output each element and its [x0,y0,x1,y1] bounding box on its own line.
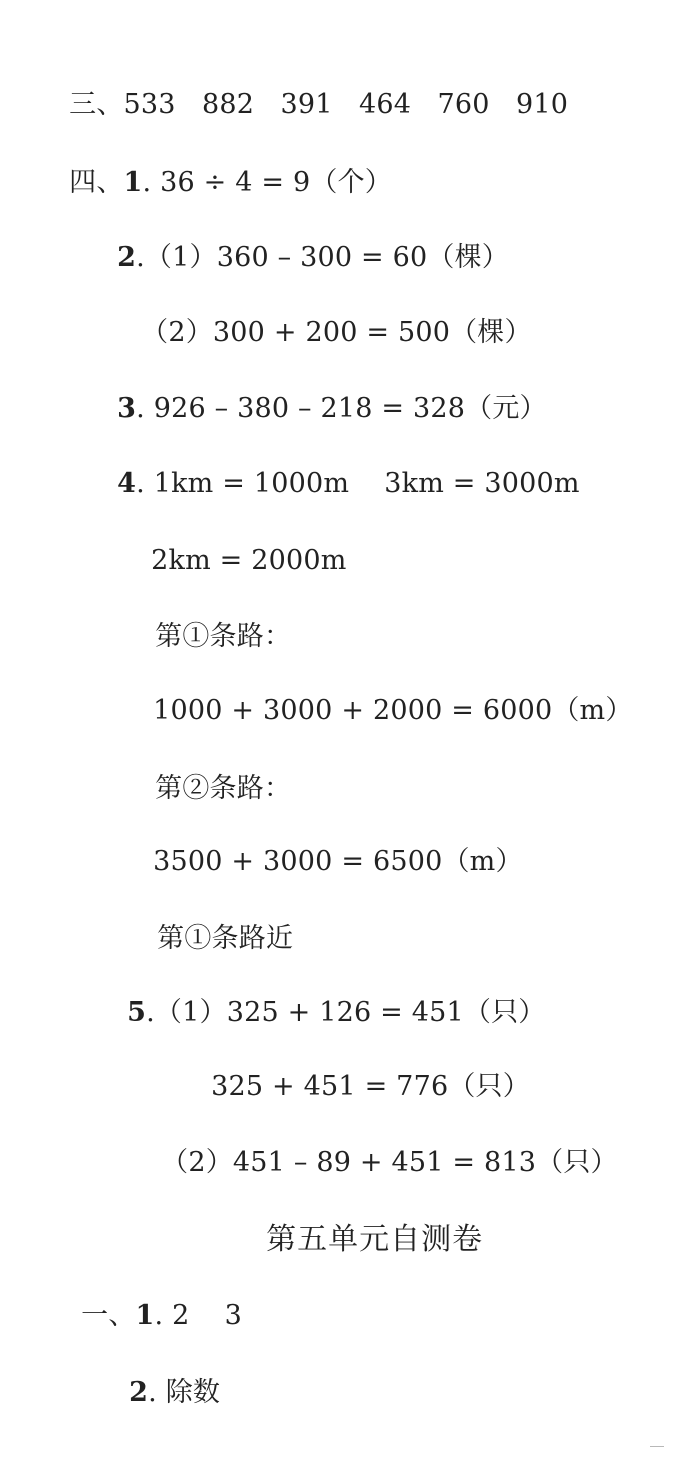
q4-5-1-answer [92,972,545,1053]
route-conclusion [122,898,293,979]
line-text: 325 + 451 = 776（只） [211,1071,530,1102]
section-prefix: 一、 [81,1300,136,1331]
item-number: 2 [117,242,137,273]
item-number: 5 [127,997,147,1028]
line-text: 533 882 391 464 760 910 [123,89,569,120]
q4-1-answer [34,142,392,223]
item-number: 2 [129,1377,149,1408]
item-number: 4 [117,468,137,499]
route-1-label [120,596,291,677]
item-number: 1 [135,1300,155,1331]
route-2-label [120,748,291,829]
q4-5-2-answer [126,1122,618,1203]
q4-4-conversion [116,520,347,601]
scan-mark [650,1446,664,1447]
route-2-calc [118,821,523,902]
q4-2-1-answer [82,217,509,298]
q4-5-1-total [176,1046,530,1127]
route-1-calc [118,670,633,751]
line-text: 第五单元自测卷 [266,1222,484,1257]
line-text: . 1km = 1000m 3km = 3000m [136,468,580,499]
q4-3-answer [82,368,547,449]
part-1-q1-answer [46,1275,242,1356]
line-text: . 除数 [148,1377,221,1408]
line-text: 3500 + 3000 = 6500（m） [153,846,523,877]
line-text: 1000 + 3000 + 2000 = 6000（m） [153,695,633,726]
part-1-q2-answer [94,1352,220,1433]
line-text: （2）451 – 89 + 451 = 813（只） [161,1147,618,1178]
unit-5-title [224,1195,483,1285]
line-text: .（1）360 – 300 = 60（棵） [136,242,509,273]
section-prefix: 三、 [69,89,124,120]
section-3-answers [34,64,568,145]
item-number: 1 [123,167,143,198]
line-text: 2km = 2000m [151,545,347,576]
line-text: 第①条路近 [157,923,294,954]
line-text: （2）300 + 200 = 500（棵） [141,317,532,348]
line-text: 第①条路： [155,621,292,652]
section-prefix: 四、 [69,167,124,198]
line-text: . 2 3 [154,1300,242,1331]
line-text: . 926 – 380 – 218 = 328（元） [136,393,547,424]
q4-4-answer [82,443,580,524]
line-text: .（1）325 + 126 = 451（只） [146,997,546,1028]
line-text: 第②条路： [155,773,292,804]
q4-2-2-answer [106,292,532,373]
line-text: . 36 ÷ 4 = 9（个） [142,167,393,198]
item-number: 3 [117,393,137,424]
